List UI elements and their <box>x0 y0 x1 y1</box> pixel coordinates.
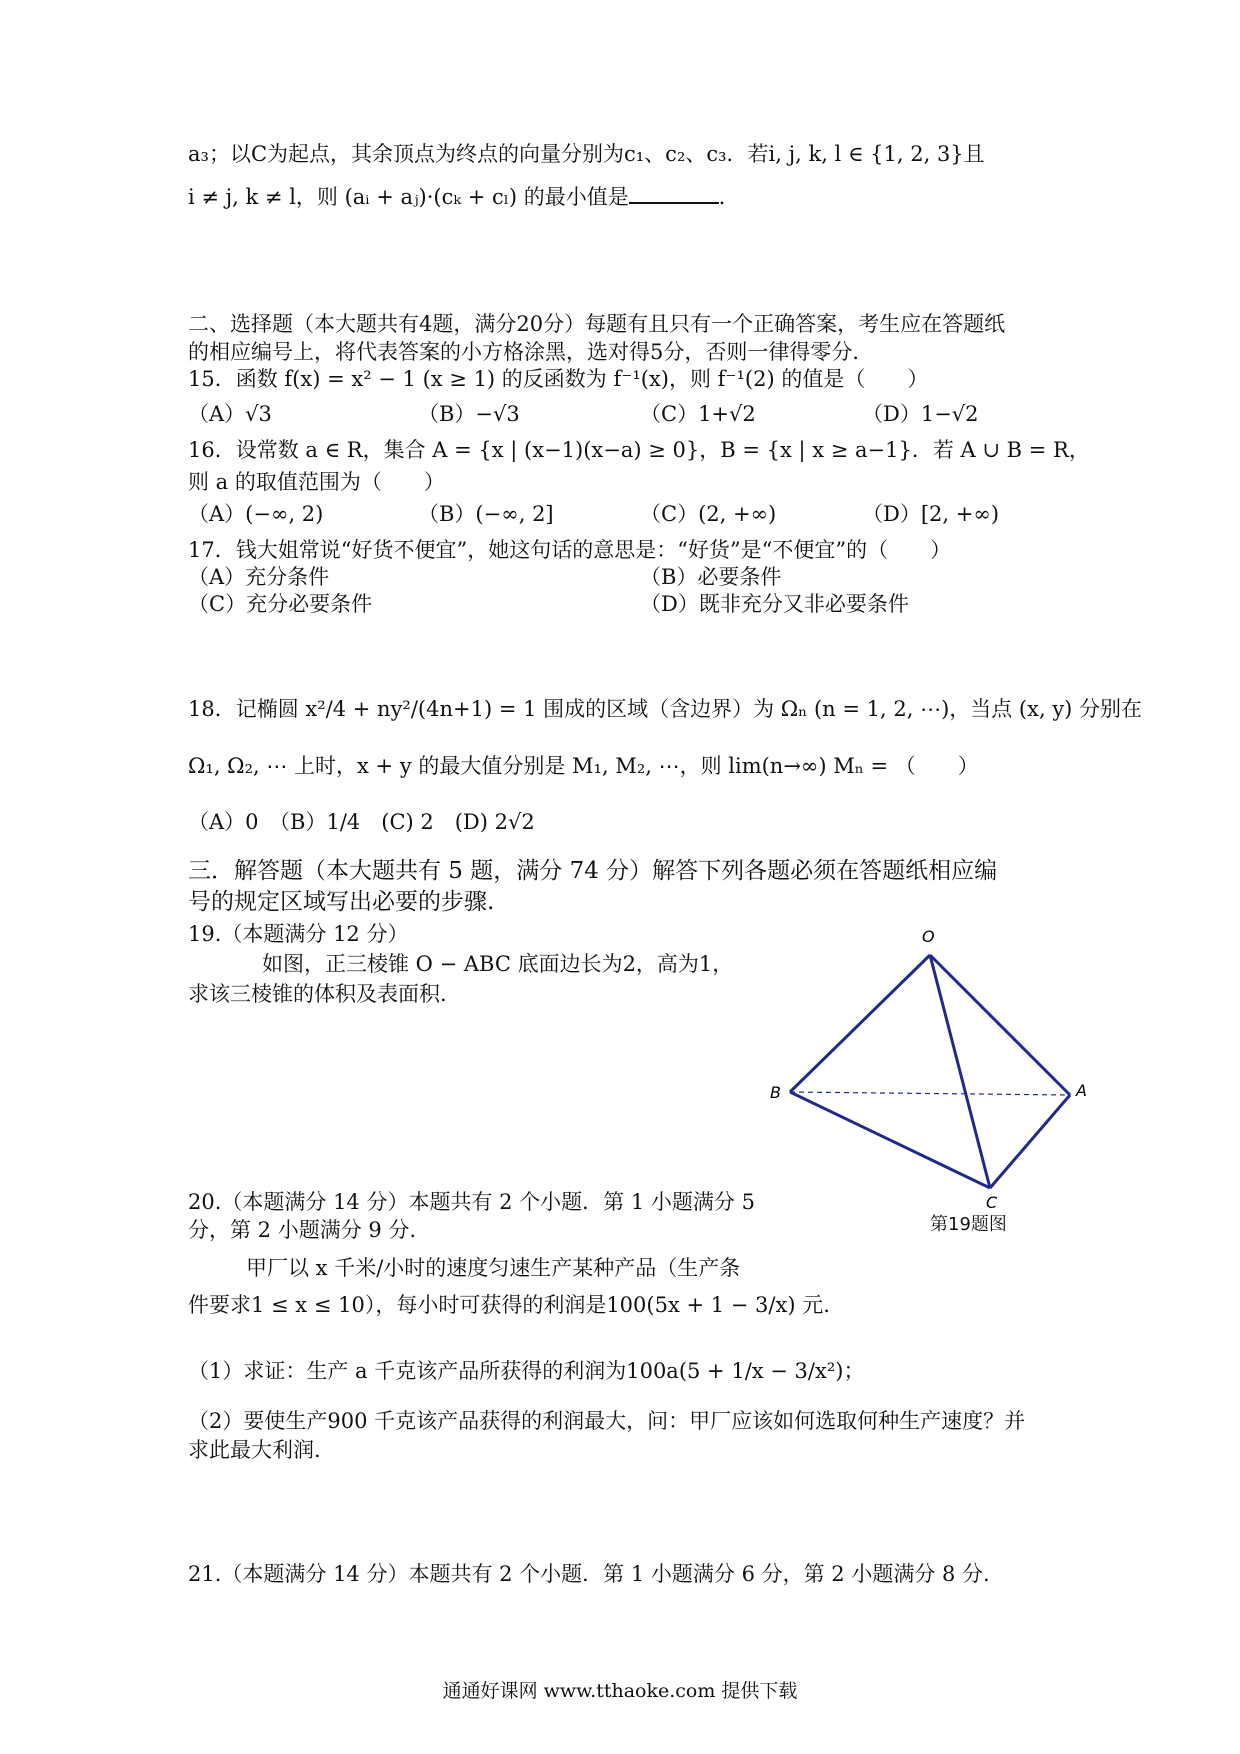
option-b: （B）−√3 <box>418 402 520 426</box>
edge-ba-hidden <box>790 1092 1070 1095</box>
edge-oc <box>930 955 990 1188</box>
question-title: 20.（本题满分 14 分）本题共有 2 个小题．第 1 小题满分 5 <box>188 1190 755 1214</box>
option-a: （A）√3 <box>188 402 272 426</box>
option-b: （B）(−∞, 2] <box>418 502 554 526</box>
option-c: （C）(2, +∞) <box>640 502 777 526</box>
vertex-label-a: A <box>1076 1081 1087 1100</box>
question-title: 分，第 2 小题满分 9 分. <box>188 1218 417 1242</box>
question-stem: 则 a 的取值范围为（ ） <box>188 470 445 494</box>
pyramid-figure <box>760 920 1100 1220</box>
question-title: 19.（本题满分 12 分） <box>188 922 409 946</box>
question-options: （A）0 （B）1/4 (C) 2 (D) 2√2 <box>188 810 535 834</box>
question-part: （2）要使生产900 千克该产品获得的利润最大，问：甲厂应该如何选取何种生产速度？并 <box>188 1409 1026 1433</box>
section-header: 二、选择题（本大题共有4题，满分20分）每题有且只有一个正确答案，考生应在答题纸 <box>188 312 1006 336</box>
section-header: 的相应编号上，将代表答案的小方格涂黑，选对得5分，否则一律得零分． <box>188 340 874 364</box>
question-stem: 15．函数 f(x) = x² − 1 (x ≥ 1) 的反函数为 f⁻¹(x)，则 f⁻¹(2) 的值是（ ） <box>188 367 929 391</box>
question-body: 求该三棱锥的体积及表面积. <box>188 982 447 1006</box>
figure-caption: 第19题图 <box>930 1214 1007 1235</box>
question-body: 如图，正三棱锥 O − ABC 底面边长为2，高为1， <box>262 952 734 976</box>
section-header: 号的规定区域写出必要的步骤. <box>188 889 495 915</box>
question-stem: Ω₁, Ω₂, ⋯ 上时，x + y 的最大值分别是 M₁, M₂, ⋯，则 lim(n→∞) Mₙ = （ ） <box>188 754 979 778</box>
question-title: 21.（本题满分 14 分）本题共有 2 个小题．第 1 小题满分 6 分，第 2 小题满分 8 分. <box>188 1562 990 1586</box>
text-fragment: i ≠ j, k ≠ l，则 (aᵢ + aⱼ)·(cₖ + cₗ) 的最小值是 <box>188 185 629 209</box>
question-stem: 18．记椭圆 x²/4 + ny²/(4n+1) = 1 围成的区域（含边界）为 Ωₙ (n = 1, 2, ⋯)，当点 (x, y) 分别在 <box>188 697 1143 721</box>
text-line <box>188 182 740 211</box>
text-line: a₃；以C为起点，其余顶点为终点的向量分别为c₁、c₂、c₃．若i, j, k, l ∈ {1, 2, 3}且 <box>188 142 985 166</box>
option-d: （D）既非充分又非必要条件 <box>640 592 909 616</box>
option-c: （C）充分必要条件 <box>188 592 373 616</box>
vertex-label-b: B <box>770 1083 781 1102</box>
question-stem: 16．设常数 a ∈ R，集合 A = {x | (x−1)(x−a) ≥ 0}，B = {x | x ≥ a−1}．若 A ∪ B = R， <box>188 438 1090 462</box>
edge-bc <box>790 1092 990 1188</box>
section-header: 三．解答题（本大题共有 5 题，满分 74 分）解答下列各题必须在答题纸相应编 <box>188 858 998 884</box>
edge-ob <box>790 955 930 1092</box>
question-body: 件要求1 ≤ x ≤ 10），每小时可获得的利润是100(5x + 1 − 3/x) 元. <box>188 1293 830 1317</box>
answer-blank <box>629 182 719 204</box>
page-footer: 通通好课网 www.tthaoke.com 提供下载 <box>442 1680 798 1702</box>
vertex-label-o: O <box>922 927 935 946</box>
edge-oa <box>930 955 1070 1095</box>
option-b: （B）必要条件 <box>640 565 782 589</box>
option-a: （A）(−∞, 2) <box>188 502 324 526</box>
question-body: 甲厂以 x 千米/小时的速度匀速生产某种产品（生产条 <box>246 1256 741 1280</box>
option-a: （A）充分条件 <box>188 565 330 589</box>
question-part: 求此最大利润. <box>188 1438 321 1462</box>
question-stem: 17．钱大姐常说“好货不便宜”，她这句话的意思是：“好货”是“不便宜”的（ ） <box>188 538 952 562</box>
option-d: （D）[2, +∞) <box>862 502 1000 526</box>
option-c: （C）1+√2 <box>640 402 756 426</box>
option-d: （D）1−√2 <box>862 402 979 426</box>
text-fragment: ． <box>718 185 740 209</box>
edge-ac <box>990 1095 1070 1188</box>
vertex-label-c: C <box>986 1193 998 1212</box>
question-part: （1）求证：生产 a 千克该产品所获得的利润为100a(5 + 1/x − 3/x²)； <box>188 1359 865 1383</box>
